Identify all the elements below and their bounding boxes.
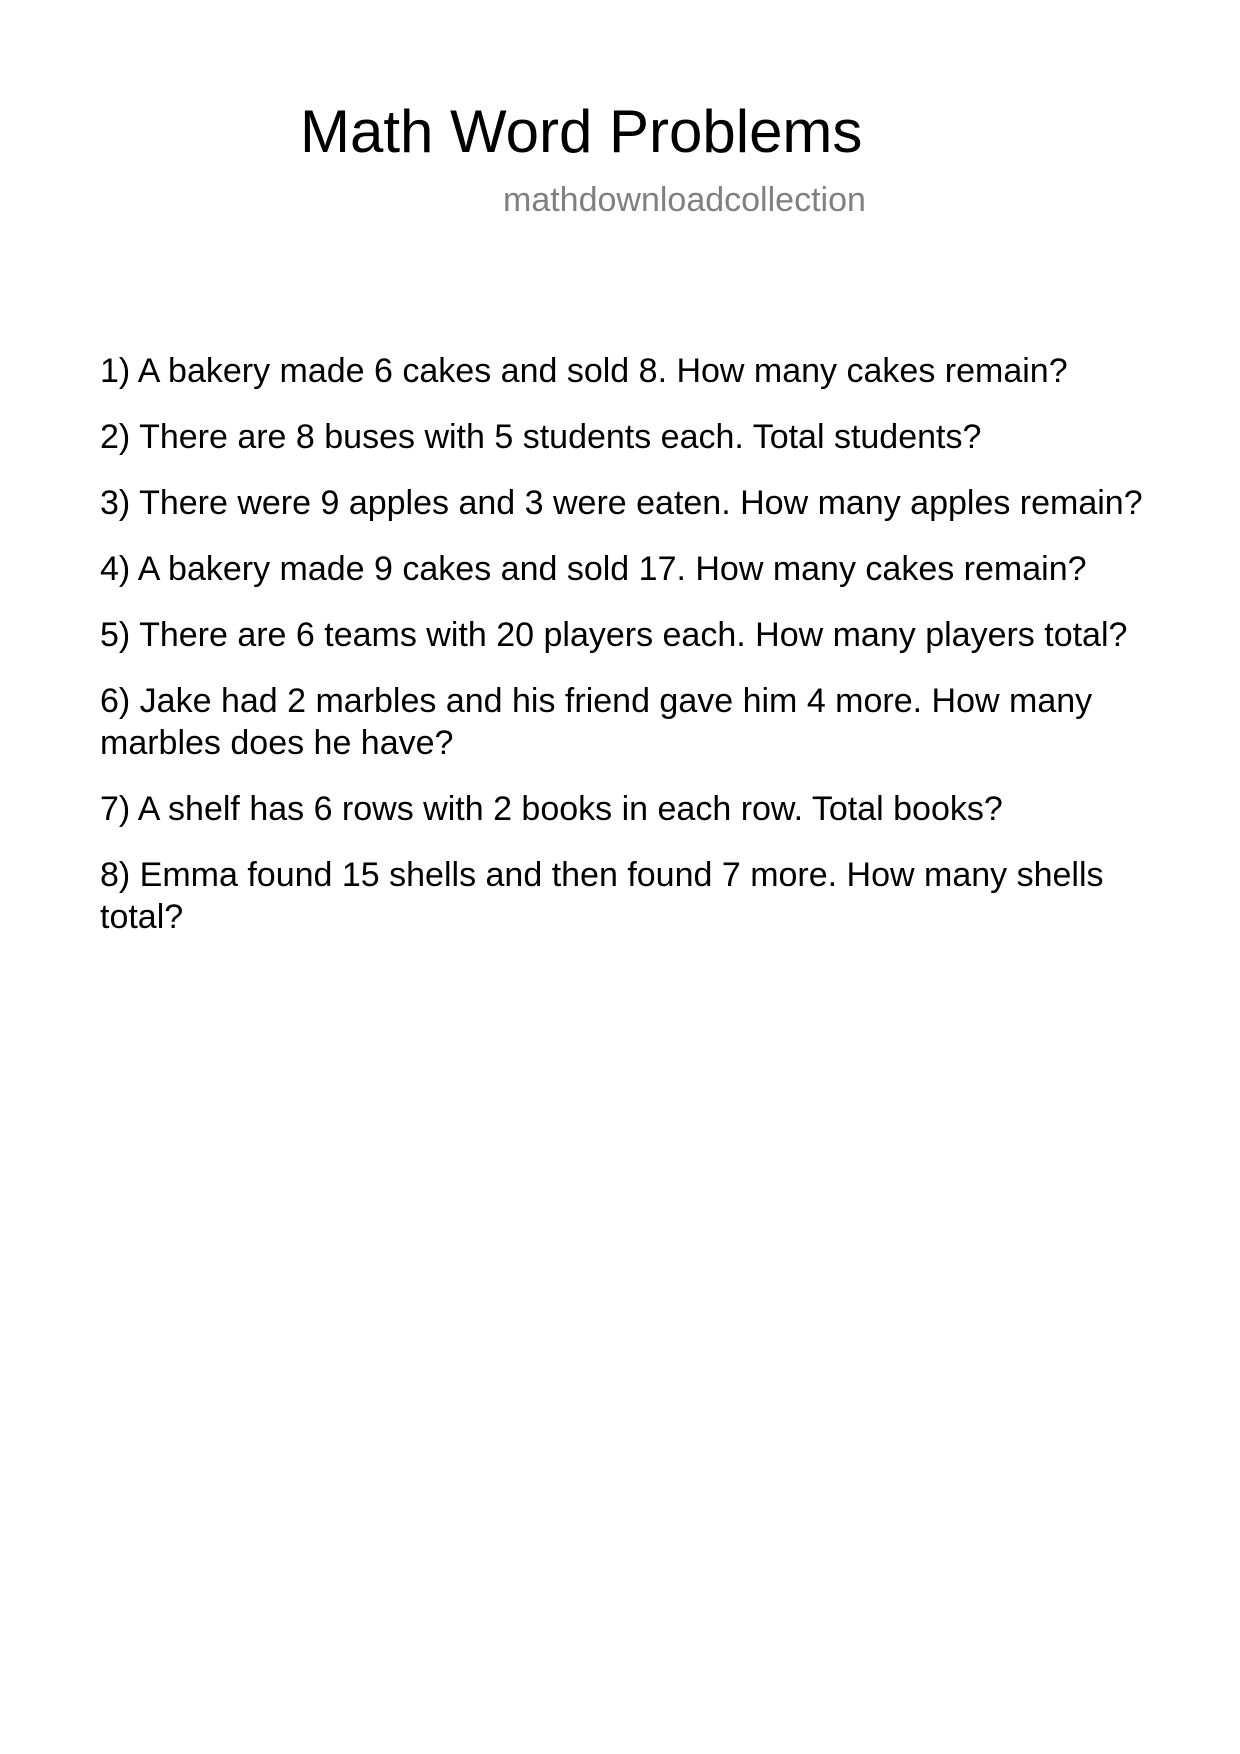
problem-item: 3) There were 9 apples and 3 were eaten. How many apples remain? [100, 484, 1143, 522]
problem-item: 2) There are 8 buses with 5 students each. Total students? [100, 418, 982, 456]
page-title: Math Word Problems [300, 98, 863, 165]
source-label: mathdownloadcollection [503, 181, 866, 219]
problem-item: 4) A bakery made 9 cakes and sold 17. How many cakes remain? [100, 550, 1087, 588]
problem-list [100, 350, 1150, 962]
problem-item: 7) A shelf has 6 rows with 2 books in each row. Total books? [100, 790, 1003, 828]
problem-item: 6) Jake had 2 marbles and his friend gave him 4 more. How many marbles does he have? [100, 682, 1093, 762]
problem-item: 5) There are 6 teams with 20 players each. How many players total? [100, 616, 1128, 654]
problem-item: 8) Emma found 15 shells and then found 7 more. How many shells total? [100, 856, 1104, 936]
problem-item: 1) A bakery made 6 cakes and sold 8. How many cakes remain? [100, 352, 1068, 390]
